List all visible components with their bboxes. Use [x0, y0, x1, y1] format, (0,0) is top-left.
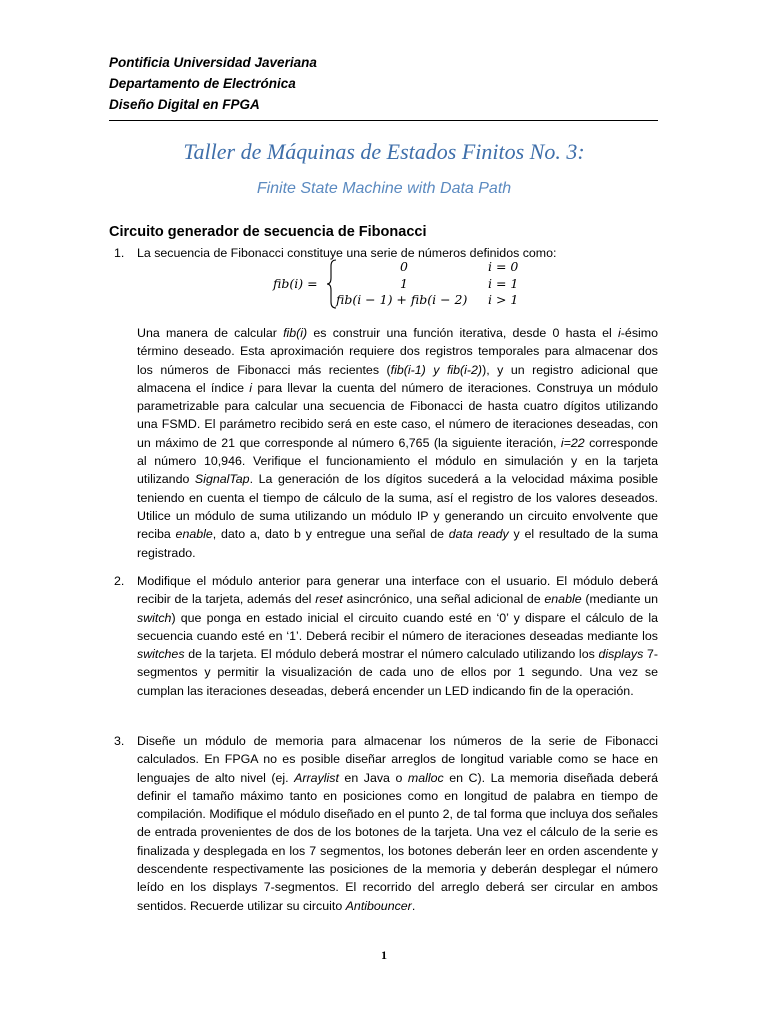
- university-name: Pontificia Universidad Javeriana: [109, 55, 317, 70]
- paragraph-text: , dato a, dato b y entregue una señal de: [212, 527, 449, 542]
- paragraph-text: Una manera de calcular: [137, 326, 284, 340]
- emphasis-text: data ready: [448, 527, 509, 542]
- paragraph-text: en Java o: [338, 770, 408, 785]
- fibonacci-formula: [273, 259, 533, 309]
- paragraph-text: ), y un registro adicional que almacena el índice: [137, 362, 658, 395]
- emphasis-text: reset: [315, 592, 343, 607]
- document-header: [109, 52, 659, 115]
- emphasis-text: displays: [598, 647, 644, 662]
- paragraph-text: 7-segmentos y permitir la visualización de cada uno de ellos por 1 segundo. Una vez se cumplan las iteraciones deseadas, deberá encender un LED indicando fin de la operación.: [137, 647, 658, 698]
- emphasis-text: i: [249, 380, 253, 395]
- formula-case-2-expr: fib(i − 1) + fib(i − 2): [336, 292, 468, 307]
- item-paragraph: [137, 732, 658, 915]
- item-number: 2.: [114, 574, 125, 588]
- emphasis-text: malloc: [407, 770, 444, 785]
- formula-case-2-cond: i > 1: [488, 292, 519, 307]
- emphasis-text: switch: [137, 610, 172, 625]
- item-number: 3.: [114, 734, 125, 748]
- paragraph-text: -ésimo término deseado. Esta aproximación requiere dos registros temporales para almacenar dos los números de Fibonacci más recientes (: [137, 326, 658, 377]
- paragraph-text: es construir una función iterativa, desde 0 hasta el: [307, 326, 619, 340]
- paragraph-text: Diseñe un módulo de memoria para almacenar los números de la serie de Fibonacci calculados. En FPGA no es posible diseñar arreglos de longitud variable como se hace en lenguajes de alto nivel (ej.: [137, 734, 658, 785]
- item-intro: La secuencia de Fibonacci constituye una serie de números definidos como:: [137, 246, 557, 260]
- document-subtitle: Finite State Machine with Data Path: [256, 180, 512, 197]
- paragraph-text: de la tarjeta. El módulo deberá mostrar el número calculado utilizando los: [184, 647, 599, 662]
- emphasis-text: Arraylist: [294, 770, 339, 785]
- emphasis-text: fib(i): [283, 326, 308, 340]
- section-heading: Circuito generador de secuencia de Fibonacci: [109, 224, 427, 240]
- course-name: Diseño Digital en FPGA: [109, 97, 260, 112]
- paragraph-text: .: [411, 898, 416, 913]
- paragraph-text: para llevar la cuenta del número de iteraciones. Construya un módulo parametrizable para calcular una secuencia de Fibonacci de hasta cuatro dígitos utilizando una FSMD. El parámetro recibido será en este caso, el número de iteraciones deseadas, con un máximo de 21 que corresponde al número 6,765 (la siguiente iteración,: [137, 380, 658, 450]
- emphasis-text: SignalTap: [194, 472, 250, 487]
- formula-case-1-expr: 1: [400, 276, 408, 291]
- item-paragraph: [137, 324, 658, 562]
- emphasis-text: i=22: [560, 435, 585, 450]
- formula-lhs: fib(i) =: [273, 276, 318, 291]
- emphasis-text: i: [618, 326, 621, 340]
- paragraph-text: . La generación de los dígitos sucederá a la velocidad máxima posible teniendo en cuenta el tiempo de cálculo de la suma, así el registro de los valores deseados. Utilice un módulo de suma utilizando un módulo IP y generando un circuito envolvente que reciba: [137, 472, 658, 542]
- paragraph-text: Modifique el módulo anterior para generar una interface con el usuario. El módulo deberá recibir de la tarjeta, además del: [137, 574, 658, 607]
- paragraph-text: en C). La memoria diseñada deberá definir el tamaño máximo tanto en posiciones como en longitud de palabra en tiempo de compilación. Modifique el módulo diseñado en el punto 2, de tal forma que incluya dos señales de entrada provenientes de dos de los botones de la tarjeta. Una vez el cálculo de la serie es finalizada y desplegada en los 7 segmentos, los botones deberán leer en orden ascendente y descendente respectivamente las posiciones de la memoria y deberán desplegar el número leído en los displays 7-segmentos. El recorrido del arreglo deberá ser circular en ambos sentidos. Recuerde utilizar su circuito: [137, 770, 659, 913]
- paragraph-text: (mediante un: [581, 592, 658, 607]
- item-number: 1.: [114, 246, 125, 260]
- header-divider: [109, 120, 658, 121]
- paragraph-text: ) que ponga en estado inicial el circuito cuando esté en ‘0’ y dispare el cálculo de la secuencia cuando esté en ‘1’. Deberá recibir el número de iteraciones deseadas mediante los: [137, 610, 658, 643]
- emphasis-text: switches: [137, 647, 185, 662]
- document-title: Taller de Máquinas de Estados Finitos No. 3:: [183, 139, 585, 164]
- emphasis-text: enable: [544, 592, 582, 607]
- emphasis-text: fib(i-1) y fib(i-2): [390, 362, 483, 377]
- formula-case-0-cond: i = 0: [488, 259, 519, 274]
- paragraph-text: corresponde al número 10,946. Verifique el funcionamiento el módulo en simulación y en la tarjeta utilizando: [137, 435, 658, 487]
- page-number: 1: [381, 948, 387, 962]
- paragraph-text: asincrónico, una señal adicional de: [342, 592, 545, 607]
- item-paragraph: [137, 572, 658, 700]
- formula-case-0-expr: 0: [400, 259, 408, 274]
- emphasis-text: Antibouncer: [345, 898, 412, 913]
- emphasis-text: enable: [175, 527, 213, 542]
- formula-case-1-cond: i = 1: [488, 276, 519, 291]
- paragraph-text: y el resultado de la suma registrado.: [137, 527, 658, 560]
- department-name: Departamento de Electrónica: [109, 76, 296, 91]
